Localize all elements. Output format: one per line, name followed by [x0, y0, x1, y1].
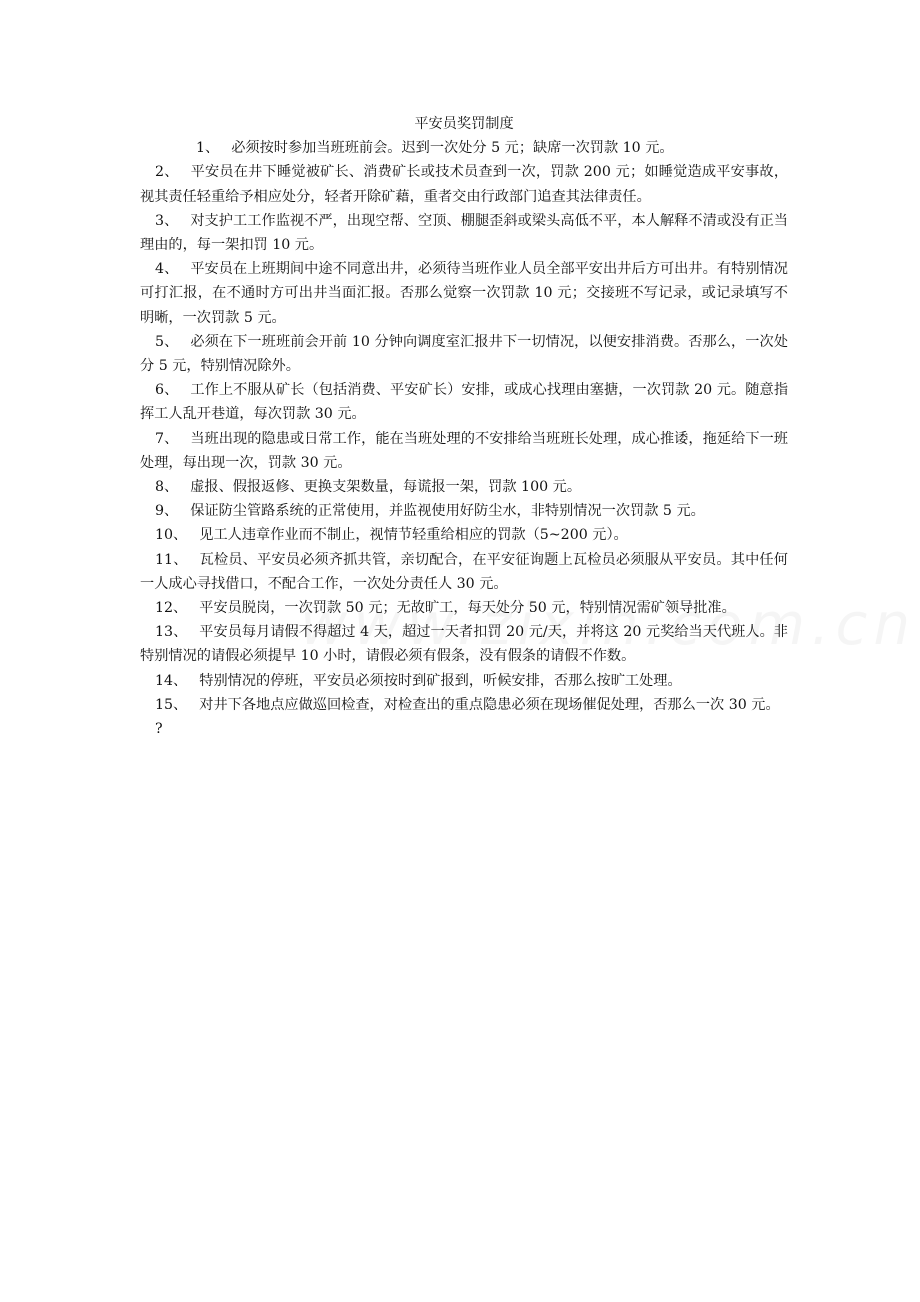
rule-number: 3、 — [155, 212, 179, 229]
rule-text: 见工人违章作业而不制止，视情节轻重给相应的罚款（5~200 元）。 — [199, 527, 628, 544]
rule-item — [140, 620, 788, 668]
rule-number: 1、 — [196, 140, 220, 157]
rule-item — [140, 523, 788, 547]
document-title: 平安员奖罚制度 — [414, 116, 514, 132]
rule-text: 保证防尘管路系统的正常使用，并监视使用好防尘水，非特别情况一次罚款 5 元。 — [190, 503, 705, 520]
rule-number: 5、 — [155, 333, 179, 350]
rule-item — [140, 693, 788, 717]
rule-number: 12、 — [155, 600, 188, 617]
rule-number: 11、 — [155, 551, 188, 568]
rule-item — [140, 330, 788, 378]
rule-text: 对支护工工作监视不严，出现空帮、空顶、棚腿歪斜或梁头高低不平，本人解释不清或没有正当理由的，每一架扣罚 10 元。 — [140, 212, 788, 254]
rule-number: 15、 — [155, 696, 188, 713]
rule-text: 当班出现的隐患或日常工作，能在当班处理的不安排给当班班长处理，成心推诿，拖延给下一班处理，每出现一次，罚款 30 元。 — [140, 430, 788, 471]
rule-text: 工作上不服从矿长（包括消费、平安矿长）安排，或成心找理由塞搪，一次罚款 20 元。随意指挥工人乱开巷道，每次罚款 30 元。 — [140, 382, 789, 423]
rules-list — [140, 136, 788, 717]
rule-item — [140, 160, 788, 208]
rule-text: 平安员每月请假不得超过 4 天，超过一天者扣罚 20 元/天，并将这 20 元奖给当天代班人。非特别情况的请假必须提早 10 小时，请假必须有假条，没有假条的请假不作数。 — [140, 624, 788, 665]
rule-number: 6、 — [155, 382, 179, 399]
rule-item — [140, 475, 788, 499]
rule-item — [140, 669, 788, 693]
document-body — [140, 112, 788, 741]
rule-number: 8、 — [155, 479, 179, 496]
rule-text: 平安员脱岗，一次罚款 50 元；无故旷工，每天处分 50 元，特别情况需矿领导批准。 — [199, 600, 736, 617]
rule-number: 2、 — [155, 164, 179, 181]
rule-number: 4、 — [155, 261, 179, 278]
rule-item — [140, 499, 788, 523]
rule-item — [140, 427, 788, 475]
rule-item — [140, 596, 788, 620]
rule-text: 特别情况的停班，平安员必须按时到矿报到，听候安排，否那么按旷工处理。 — [199, 672, 682, 689]
rule-number: 13、 — [155, 624, 188, 641]
rule-item — [140, 378, 788, 426]
rule-text: 瓦检员、平安员必须齐抓共管，亲切配合，在平安征询题上瓦检员必须服从平安员。其中任何一人成心寻找借口，不配合工作，一次处分责任人 30 元。 — [140, 551, 788, 592]
rule-number: 7、 — [155, 430, 179, 447]
rule-text: 平安员在井下睡觉被矿长、消费矿长或技术员查到一次，罚款 200 元；如睡觉造成平安事故，视其责任轻重给予相应处分，轻者开除矿藉，重者交由行政部门追查其法律责任。 — [140, 164, 789, 205]
rule-item — [140, 257, 788, 330]
rule-number: 10、 — [155, 527, 188, 544]
rule-text: 虚报、假报返修、更换支架数量，每谎报一架，罚款 100 元。 — [190, 479, 582, 496]
rule-text: 必须按时参加当班班前会。迟到一次处分 5 元；缺席一次罚款 10 元。 — [231, 140, 674, 157]
rule-text: 平安员在上班期间中途不同意出井，必须待当班作业人员全部平安出井后方可出井。有特别情况可打汇报，在不通时方可出井当面汇报。否那么觉察一次罚款 10 元；交接班不写记录，或记录填写不明晰，一次罚款 5 元。 — [140, 261, 788, 326]
trailing-mark: ? — [155, 721, 163, 738]
rule-number: 9、 — [155, 503, 179, 520]
rule-number: 14、 — [155, 672, 188, 689]
rule-item — [140, 209, 788, 257]
rule-text: 必须在下一班班前会开前 10 分钟向调度室汇报井下一切情况，以便安排消费。否那么，一次处分 5 元，特别情况除外。 — [140, 333, 789, 375]
rule-item — [140, 548, 788, 596]
rule-text: 对井下各地点应做巡回检查，对检查出的重点隐患必须在现场催促处理，否那么一次 30 元。 — [199, 696, 780, 713]
rule-item — [140, 136, 788, 160]
